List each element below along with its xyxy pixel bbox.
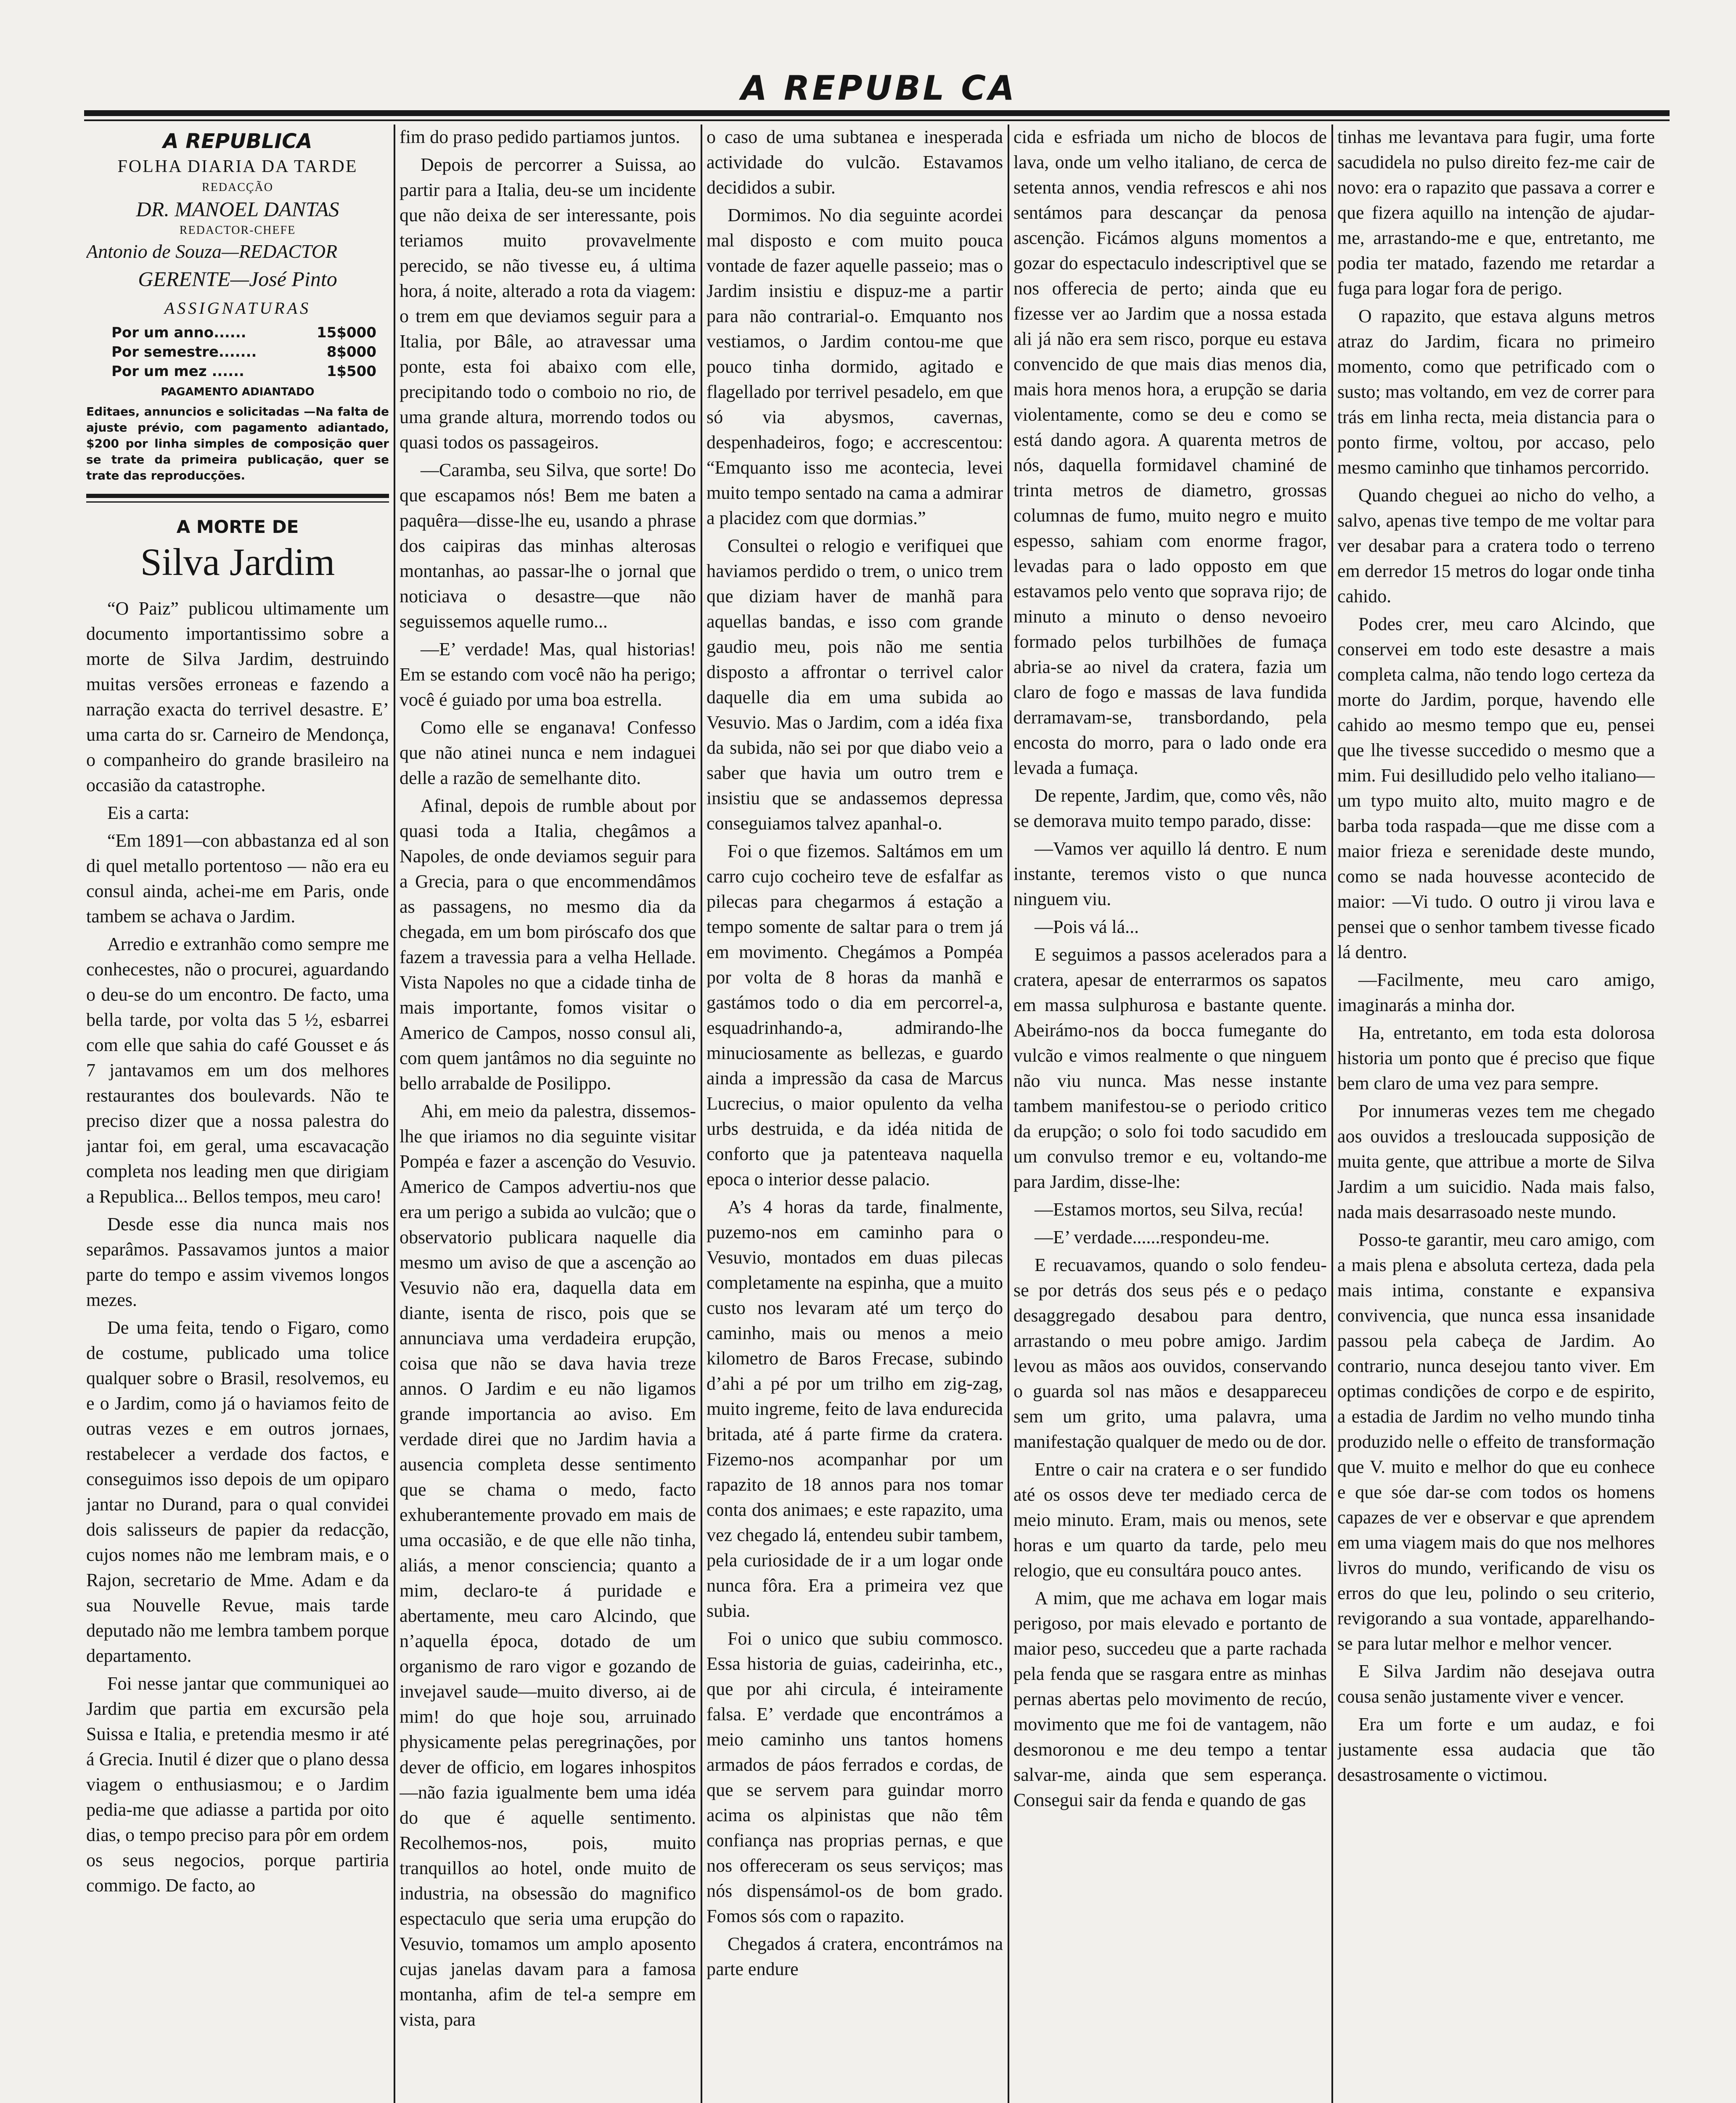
column-3 [707,124,1003,2103]
column-divider [1331,124,1333,2103]
paragraph: Consultei o relogio e verifiquei que haviamos perdido o trem, o unico trem que diziam haver de manhã para aquellas bandas, e isso com grande gaudio meu, pois não me sentia disposto a affrontar o terrivel calor daquelle dia em uma subida ao Vesuvio. Mas o Jardim, com a idéa fixa da subida, não sei por que diabo veio a saber que havia um outro trem e insistiu que se andassemos depressa conseguiamos talvez apanhal-o. [707,535,1003,834]
price-label: Por semestre....... [111,344,257,360]
paragraph: Arredio e extranhão como sempre me conhecestes, não o procurei, aguardando o deu-se do um encontro. De facto, uma bella tarde, por volta das 5 ½, esbarrei com elle que sahia do café Gousset e ás 7 jantavamos em um dos melhores restaurantes dos boulevards. Não te preciso dizer que a nossa palestra do jantar foi, em geral, uma escavacação completa nos leading men que dirigiam a Republica... Bellos tempos, meu caro! [86,934,389,1207]
pagamento-label: PAGAMENTO ADIANTADO [161,386,315,398]
column-5 [1337,124,1655,2103]
column-divider [394,124,395,2103]
paragraph: De repente, Jardim, que, como vês, não se demorava muito tempo parado, disse: [1014,785,1327,831]
top-rule-thin [84,119,1670,121]
redaccao-label: REDACÇÃO [201,181,273,194]
paragraph: Foi o unico que subiu commosco. Essa historia de guias, cadeirinha, etc., que por ahi circula, é inteiramente falsa. E’ verdade que encontrámos a meio caminho uns tantos homens armados de páos ferrados e cordas, de que se servem para guindar morro acima os alpinistas que não têm confiança nas proprias pernas, e que nos offereceram os seus serviços; mas nós dispensámol-os de bom grado. Fomos sós com o rapazito. [707,1628,1003,1926]
paragraph: E Silva Jardim não desejava outra cousa senão justamente viver e vencer. [1337,1661,1655,1707]
paragraph: tinhas me levantava para fugir, uma forte sacudidela no pulso direito fez-me cair de novo: era o rapazito que passava a correr e que fizera aquillo na intenção de ajudar-me, arrastando-me e que, entretanto, me podia ter matado, fazendo me retardar a fuga para logar fora de perigo. [1337,127,1655,299]
column-1 [86,124,389,2103]
redactor-name: Antonio de Souza—REDACTOR [86,241,338,262]
price-row-semestre [86,342,389,362]
paragraph: “O Paiz” publicou ultimamente um documento importantissimo sobre a morte de Silva Jardim, destruindo muitas versões erroneas e fazendo a narração exacta do terrivel desastre. E’ uma carta do sr. Carneiro de Mendonça, o companheiro do grande brasileiro na occasião da catastrophe. [86,598,389,795]
paragraph: —Facilmente, meu caro amigo, imaginarás a minha dor. [1337,969,1655,1015]
section-divider-thin [86,501,389,503]
paragraph: Quando cheguei ao nicho do velho, a salvo, apenas tive tempo de me voltar para ver desabar para a cratera todo o terreno em derredor 15 metros do logar onde tinha cahido. [1337,485,1655,607]
assignaturas-label: ASSIGNATURAS [164,299,311,318]
column-4 [1014,124,1327,2103]
price-label: Por um mez ...... [111,363,244,380]
price-value: 15$000 [317,324,376,341]
section-divider [86,494,389,498]
top-rule [84,110,1670,116]
paragraph: Era um forte e um audaz, e foi justamente essa audacia que tão desastrosamente o victimou. [1337,1714,1655,1785]
paragraph: Desde esse dia nunca mais nos separâmos. Passavamos juntos a maior parte do tempo e assim vivemos longos mezes. [86,1214,389,1310]
paragraph: Entre o cair na cratera e o ser fundido até os ossos deve ter mediado cerca de meio minuto. Eram, mais ou menos, sete horas e um quarto da tarde, pelo meu relogio, que eu consultára pouco antes. [1014,1459,1327,1581]
price-value: 8$000 [326,344,376,360]
price-label: Por um anno...... [111,324,246,341]
paragraph: E recuavamos, quando o solo fendeu-se por detrás dos seus pés e o pedaço desaggregado desabou para dentro, arrastando o meu pobre amigo. Jardim levou as mãos aos ouvidos, conservando o guarda sol nas mãos e desappareceu sem um grito, uma palavra, uma manifestação qualquer de medo ou de dor. [1014,1255,1327,1452]
gerente-name: GERENTE—José Pinto [138,267,337,291]
article-kicker: A MORTE DE [176,516,299,537]
advertising-notice: Editaes, annuncios e solicitadas —Na falta de ajuste prévio, com pagamento adiantado, $200 por linha simples de composição quer se trate da primeira publicação, quer se trate das reproducções. [86,405,389,482]
paragraph: Chegados á cratera, encontrámos na parte endure [707,1933,1003,1979]
column-divider [701,124,702,2103]
paragraph: fim do praso pedido partiamos juntos. [400,127,680,147]
paragraph: Como elle se enganava! Confesso que não atinei nunca e nem indaguei delle a razão de semelhante dito. [400,717,696,788]
price-row-anno [86,323,389,342]
paragraph: o caso de uma subtanea e inesperada actividade do vulcão. Estavamos decididos a subir. [707,127,1003,198]
masthead: A REPUBL CA [741,69,1017,108]
paragraph: E seguimos a passos acelerados para a cratera, apesar de enterrarmos os sapatos em massa sulphurosa e bastante quente. Abeirámo-nos da bocca fumegante do vulcão e vimos realmente o que ninguem não viu nunca. Mas nesse instante tambem manifestou-se o periodo critico da erupção; o solo foi todo sacudido em um convulso tremor e eu, voltando-me para Jardim, disse-lhe: [1014,944,1327,1192]
paragraph: Ha, entretanto, em toda esta dolorosa historia um ponto que é preciso que fique bem claro de uma vez para sempre. [1337,1022,1655,1094]
paragraph: Dormimos. No dia seguinte acordei mal disposto e com muito pouca vontade de fazer aquelle passeio; mas o Jardim insistiu e dispuz-me a partir para não contrarial-o. Emquanto nos vestiamos, o Jardim contou-me que pouco tinha dormido, agitado e flagellado por terrivel pesadelo, em que só via abysmos, cavernas, despenhadeiros, fogo; e accrescentou: “Emquanto isso me acontecia, levei muito tempo sentado na cama a admirar a placidez com que dormias.” [707,205,1003,528]
paragraph: Podes crer, meu caro Alcindo, que conservei em todo este desastre a mais completa calma, não tendo logo certeza da morte do Jardim, porque, havendo elle cahido ao mesmo tempo que eu, pensei que lhe tivesse succedido o mesmo que a mim. Fui desilludido pelo velho italiano—um typo muito alto, muito magro e de barba toda raspada—que me disse com a maior frieza e serenidade deste mundo, como se nada houvesse acontecido de maior: —Vi tudo. O outro ji virou lava e pensei que o senhor tambem tivesse ficado lá dentro. [1337,614,1655,962]
paragraph: —E’ verdade! Mas, qual historias! Em se estando com você não ha perigo; você é guiado por uma boa estrella. [400,639,696,710]
paragraph: A’s 4 horas da tarde, finalmente, puzemo-nos em caminho para o Vesuvio, montados em duas pilecas completamente na espinha, que a muito custo nos levaram até um terço do caminho, mais ou menos a meio kilometro de Baros Frecase, subindo d’ahi a pé por um trilho em zig-zag, muito ingreme, feito de lava endurecida britada, até á parte firme da cratera. Fizemo-nos acompanhar por um rapazito de 18 annos para nos tomar conta dos animaes; e este rapazito, uma vez chegado lá, entendeu subir tambem, pela curiosidade de ir a um logar onde nunca fôra. Era a primeira vez que subia. [707,1197,1003,1621]
paragraph: “Em 1891—con abbastanza ed al son di quel metallo portentoso — não era eu consul ainda, achei-me em Paris, onde tambem se achava o Jardim. [86,830,389,927]
paragraph: Eis a carta: [107,803,190,823]
article-title: Silva Jardim [140,540,335,583]
paragraph: cida e esfriada um nicho de blocos de lava, onde um velho italiano, de cerca de setenta annos, vendia refrescos e ahi nos sentámos para descançar da penosa ascenção. Ficámos alguns momentos a gozar do espectaculo indescriptivel que se nos offerecia de perto; ainda que eu fizesse ver ao Jardim que a nossa estada ali já não era sem risco, porque eu estava convencido de que mais dias menos dia, mais hora menos hora, a erupção se daria violentamente, como se deu e como se está dando agora. A quarenta metros de nós, daquella formidavel chaminé de trinta metros de diametro, grossas columnas de fumo, muito negro e muito espesso, sahiam com enorme fragor, levadas para o lado opposto em que estavamos pelo vento que soprava rijo; de minuto a minuto o denso nevoeiro formado pelos turbilhões de fumaça abria-se ao nivel da cratera, fazia um claro de fogo e massas de lava fundida derramavam-se, transbordando, pela encosta do morro, para o lado onde era levada a fumaça. [1014,127,1327,778]
paragraph: A mim, que me achava em logar mais perigoso, por mais elevado e portanto de maior peso, succedeu que a parte rachada pela fenda que se rasgara entre as minhas pernas abertas pelo movimento de recúo, movimento que me foi de vantagem, não desmoronou e me deu tempo a tentar salvar-me, ainda que sem esperança. Consegui sair da fenda e quando de gas [1014,1588,1327,1810]
paragraph: —Vamos ver aquillo lá dentro. E num instante, teremos visto o que nunca ninguem viu. [1014,838,1327,909]
column-2 [400,124,696,2103]
price-value: 1$500 [326,363,376,380]
editorial-subtitle: FOLHA DIARIA DA TARDE [117,157,358,176]
paragraph: O rapazito, que estava alguns metros atraz do Jardim, ficara no primeiro momento, como que petrificado com o susto; mas voltando, em vez de correr para trás em linha recta, meia distancia para o ponto firme, voltou, por accaso, pelo mesmo caminho que tinhamos percorrido. [1337,306,1655,478]
paragraph: Foi o que fizemos. Saltámos em um carro cujo cocheiro teve de esfalfar as pilecas para chegarmos á estação a tempo somente de saltar para o trem já em movimento. Chegámos a Pompéa por volta de 8 horas da manhã e gastámos todo o dia em percorrel-a, esquadrinhando-a, admirando-lhe minuciosamente as bellezas, e guardo ainda a impressão da casa de Marcus Lucrecius, o maior opulento da velha urbs destruida, e da idéa nitida de conforto que ja patenteava naquella epoca o interior desse palacio. [707,841,1003,1189]
paragraph: Depois de percorrer a Suissa, ao partir para a Italia, deu-se um incidente que não deixa de ser interessante, pois teriamos muito provavelmente perecido, se não tivesse eu, á ultima hora, á noite, alterado a rota da viagem: o trem em que deviamos seguir para a Italia, por Bâle, ao atravessar uma ponte, esta foi abaixo com elle, precipitando todo o comboio no rio, de uma grande altura, morrendo todos ou quasi todos os passageiros. [400,154,696,453]
paragraph: Ahi, em meio da palestra, dissemos-lhe que iriamos no dia seguinte visitar Pompéa e fazer a ascenção do Vesuvio. Americo de Campos advertiu-nos que era um perigo a subida ao vulcão; que o observatorio publicara naquelle dia mesmo um aviso de que a ascenção ao Vesuvio não era, daquella data em diante, isenta de risco, pois que se annunciava uma verdadeira erupção, coisa que não se dava havia treze annos. O Jardim e eu não ligamos grande importancia ao aviso. Em verdade direi que no Jardim havia a ausencia completa desse sentimento que se chama o medo, facto exhuberantemente provado em mais de uma occasião, e de que elle não tinha, aliás, a menor consciencia; quanto a mim, declaro-te á puridade e abertamente, meu caro Alcindo, que n’aquella época, dotado de um organismo de raro vigor e gozando de invejavel saude—muito diverso, ai de mim! do que hoje sou, arruinado physicamente pelas peregrinações, por dever de officio, em logares inhospitos—não fazia igualmente bem uma idéa do que é aquelle sentimento. Recolhemos-nos, pois, muito tranquillos ao hotel, onde muito de industria, na obsessão do magnifico espectaculo que seria uma erupção do Vesuvio, tomamos um amplo aposento cujas janelas davam para a famosa montanha, afim de tel-a sempre em vista, para [400,1101,696,2030]
director-name: DR. MANOEL DANTAS [136,197,339,221]
price-row-mez [86,362,389,381]
paragraph: —Pois vá lá... [1035,916,1139,937]
paragraph: —Caramba, seu Silva, que sorte! Do que escapamos nós! Bem me baten a paquêra—disse-lhe eu, usando a phrase dos caipiras das minhas alterosas montanhas, ao passar-lhe o jornal que noticiava o desastre—que não seguissemos aquelle rumo... [400,460,696,632]
redactor-chefe-label: REDACTOR-CHEFE [179,224,296,237]
editorial-title: A REPUBLICA [163,130,312,153]
paragraph: Posso-te garantir, meu caro amigo, com a mais plena e absoluta certeza, dada pela mais intima, constante e expansiva convivencia, que nunca essa insanidade passou pela cabeça de Jardim. Ao contrario, nunca desejou tanto viver. Em optimas condições de corpo e de espirito, a estadia de Jardim no velho mundo tinha produzido nelle o effeito de transformação que V. muito e melhor do que eu conhece e que sóe dar-se com todos os homens capazes de ver e observar e que aprendem em uma viagem mais do que nos melhores livros do mundo, verificando de visu os erros do que leu, polindo o seu criterio, revigorando a sua vontade, apparelhando-se para lutar melhor e melhor vencer. [1337,1229,1655,1654]
paragraph: De uma feita, tendo o Figaro, como de costume, publicado uma tolice qualquer sobre o Brasil, resolvemos, eu e o Jardim, como já o haviamos feito de outras vezes e em outros jornaes, restabelecer a verdade dos factos, e conseguimos isso depois de um opiparo jantar no Durand, para o qual convidei dois salisseurs de papier da redacção, cujos nomes não me lembram mais, e o Rajon, secretario de Mme. Adam e da sua Nouvelle Revue, mais tarde deputado não me lembra tambem porque departamento. [86,1317,389,1666]
paragraph: Foi nesse jantar que communiquei ao Jardim que partia em excursão pela Suissa e Italia, e pretendia mesmo ir até á Grecia. Inutil é dizer que o plano dessa viagem o enthusiasmou; e o Jardim pedia-me que adiasse a partida por oito dias, o tempo preciso para pôr em ordem os seus negocios, porque partiria commigo. De facto, ao [86,1673,389,1896]
paragraph: Afinal, depois de rumble about por quasi toda a Italia, chegâmos a Napoles, de onde deviamos seguir para a Grecia, para o que encommendâmos as passagens, no mesmo dia da chegada, em um bom piróscafo dos que fazem a travessia para a velha Hellade. Vista Napoles no que a cidade tinha de mais importante, fomos visitar o Americo de Campos, nosso consul ali, com quem jantâmos no dia seguinte no bello arrabalde de Posilippo. [400,795,696,1094]
paragraph: —E’ verdade......respondeu-me. [1035,1227,1270,1247]
column-divider [1008,124,1009,2103]
paragraph: Por innumeras vezes tem me chegado aos ouvidos a tresloucada supposição de muita gente, que attribue a morte de Silva Jardim a um suicidio. Nada mais falso, nada mais desarrasoado neste mundo. [1337,1101,1655,1222]
paragraph: —Estamos mortos, seu Silva, recúa! [1035,1199,1304,1220]
